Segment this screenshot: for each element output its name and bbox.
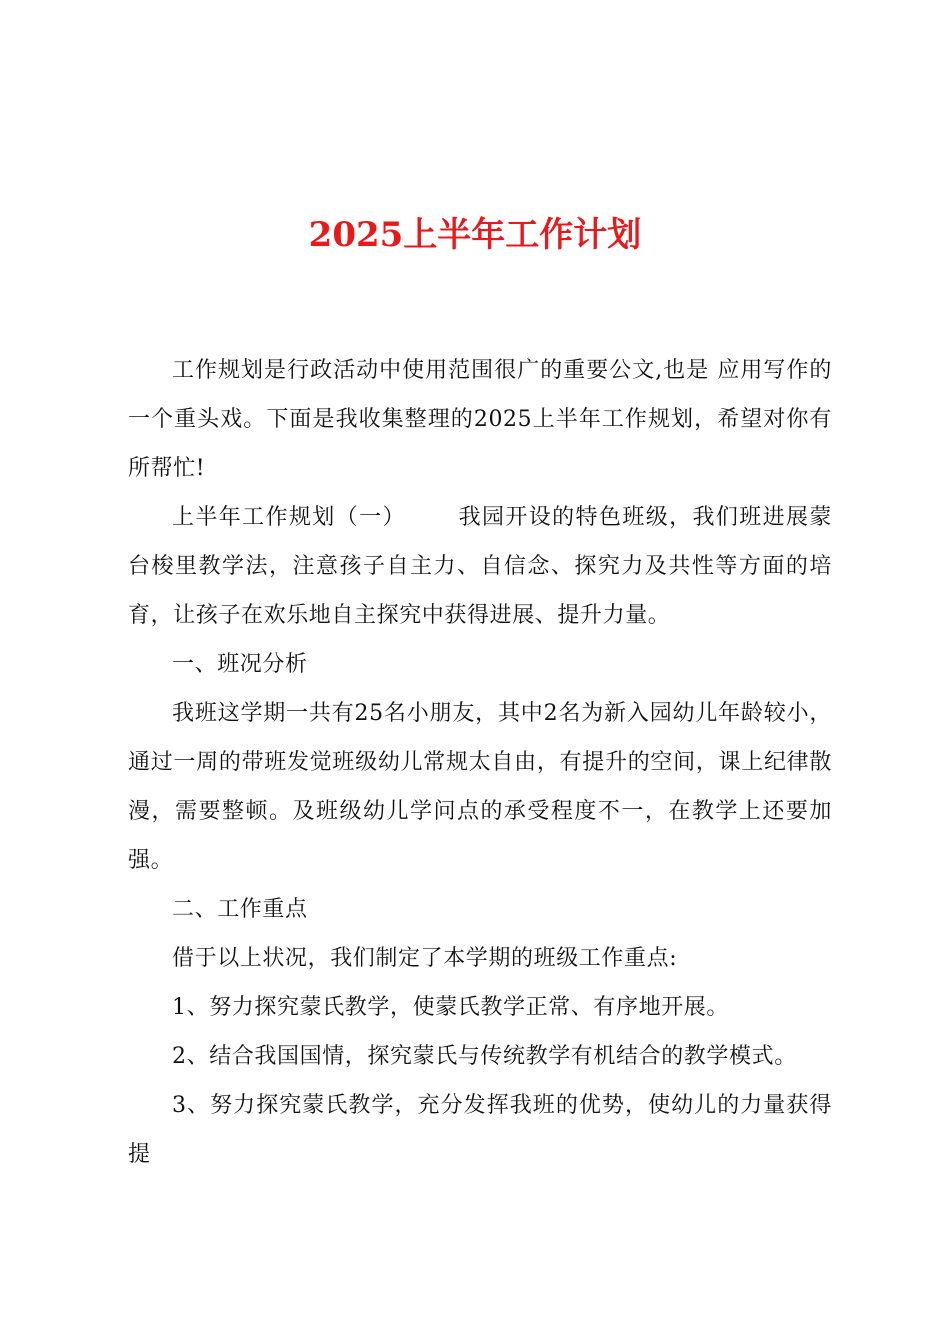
paragraph-work-focus-intro: 借于以上状况，我们制定了本学期的班级工作重点:: [172, 946, 678, 971]
paragraph-intro: 工作规划是行政活动中使用范围很广的重要公文,也是 应用写作的一个重头戏。下面是我收集整理的2025上半年工作规划，希望对你有所帮忙!: [128, 358, 832, 481]
paragraph-plan-one: [128, 493, 832, 640]
document-title: 2025上半年工作计划: [308, 215, 642, 255]
paragraph-class-analysis: 我班这学期一共有25名小朋友，其中2名为新入园幼儿年龄较小，通过一周的带班发觉班级幼儿常规太自由，有提升的空间，课上纪律散漫，需要整顿。及班级幼儿学问点的承受程度不一，在教学上还要加强。: [128, 701, 832, 873]
plan-one-text: 我园开设的特色班级，我们班进展蒙台梭里教学法，注意孩子自主力、自信念、探究力及共性等方面的培育，让孩子在欢乐地自主探究中获得进展、提升力量。: [128, 505, 832, 628]
plan-one-heading: 上半年工作规划（一）: [172, 505, 406, 530]
section-heading-class-analysis: 一、班况分析: [172, 652, 308, 677]
document-body: [128, 346, 832, 1179]
list-item-3: 3、努力探究蒙氏教学，充分发挥我班的优势，使幼儿的力量获得提: [128, 1093, 832, 1167]
list-item-1: 1、努力探究蒙氏教学，使蒙氏教学正常、有序地开展。: [172, 995, 729, 1020]
list-item-2: 2、结合我国国情，探究蒙氏与传统教学有机结合的教学模式。: [172, 1044, 797, 1069]
section-heading-work-focus: 二、工作重点: [172, 897, 308, 922]
